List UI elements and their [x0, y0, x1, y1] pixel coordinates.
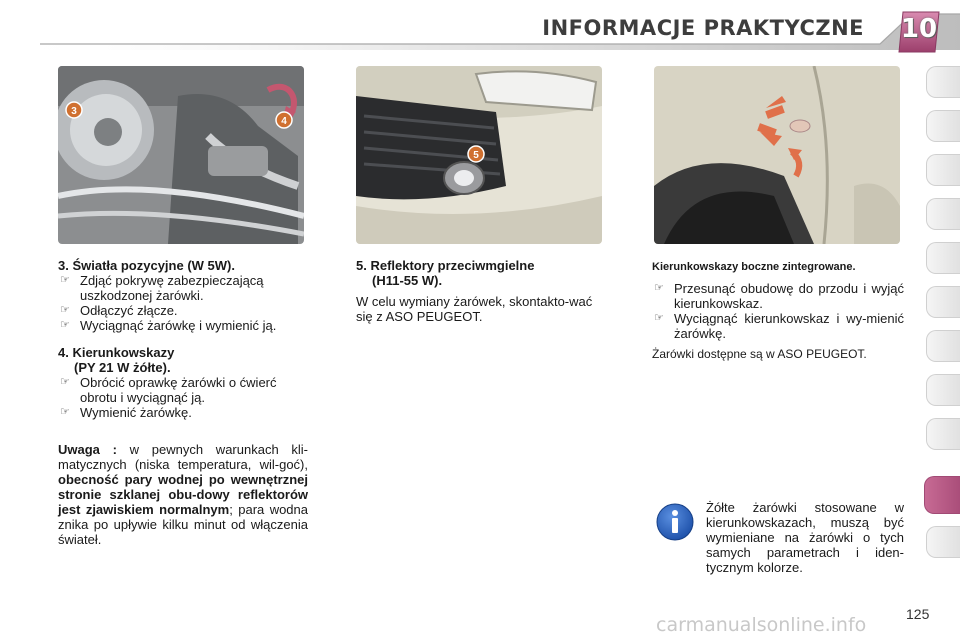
page-number: 125	[906, 606, 930, 622]
list-item: ☞ Wyciągnąć kierunkowskaz i wy-mienić żarówkę.	[654, 311, 904, 341]
chapter-tab[interactable]	[926, 526, 960, 558]
chapter-tab-active[interactable]	[924, 476, 960, 514]
svg-text:4: 4	[281, 116, 287, 127]
list-item: ☞ Przesunąć obudowę do przodu i wyjąć kierunkowskaz.	[654, 281, 904, 311]
callout-3	[66, 102, 82, 118]
photo-fog-lamp	[356, 66, 602, 244]
bulbs-availability-text: Żarówki dostępne są w ASO PEUGEOT.	[652, 347, 867, 361]
column-left	[58, 258, 308, 547]
info-note	[652, 500, 904, 575]
svg-text:3: 3	[71, 106, 77, 117]
section-heading-3: 3. Światła pozycyjne (W 5W).	[58, 258, 235, 273]
column-middle	[356, 258, 606, 324]
list-item: ☞ Obrócić oprawkę żarówki o ćwierć obrotu i wyciągnąć ją.	[60, 375, 277, 405]
list-item: ☞ Wyciągnąć żarówkę i wymienić ją.	[60, 318, 277, 333]
list-item: ☞ Wymienić żarówkę.	[60, 405, 192, 420]
chapter-tab[interactable]	[926, 418, 960, 450]
column-right	[652, 260, 904, 362]
photo-side-indicator	[654, 66, 900, 244]
chapter-tab[interactable]	[926, 286, 960, 318]
chapter-badge	[895, 10, 943, 54]
chapter-tab[interactable]	[926, 198, 960, 230]
chapter-tab[interactable]	[926, 374, 960, 406]
info-note-text: Żółte żarówki stosowane w kierunkowskazach, muszą być wymieniane na żarówki o tych samych parametrach i iden-tycznym kolorze.	[706, 500, 904, 575]
chapter-tab[interactable]	[926, 242, 960, 274]
chapter-tab[interactable]	[926, 66, 960, 98]
svg-text:5: 5	[473, 150, 479, 161]
section-heading-5: 5. Reflektory przeciwmgielne (H11-55 W).	[356, 258, 535, 288]
callout-4	[276, 112, 292, 128]
section-heading-side-indicators: Kierunkowskazy boczne zintegrowane.	[652, 261, 856, 273]
page-title: INFORMACJE PRAKTYCZNE	[542, 16, 864, 40]
list-item: ☞ Zdjąć pokrywę zabezpieczającą uszkodzonej żarówki.	[60, 273, 264, 303]
chapter-tab[interactable]	[926, 154, 960, 186]
note-paragraph: Uwaga : w pewnych warunkach kli-matycznych (niska temperatura, wil-goć), obecność pary wodnej po wewnętrznej stronie szklanej obu-dowy reflektorów jest zjawiskiem normalnym; para wodna znika po upływie kilku minut od włączenia świateł.	[58, 442, 308, 547]
chapter-tab[interactable]	[926, 110, 960, 142]
note-label: Uwaga :	[58, 442, 117, 457]
list-item: ☞ Odłączyć złącze.	[60, 303, 178, 318]
chapter-side-tabs	[926, 66, 960, 576]
callout-5	[468, 146, 484, 162]
chapter-tab[interactable]	[926, 330, 960, 362]
photo-engine-bay	[58, 66, 304, 244]
section-heading-4: 4. Kierunkowskazy (PY 21 W żółte).	[58, 345, 175, 375]
chapter-number: 10	[900, 14, 938, 44]
fog-lamp-text: W celu wymiany żarówek, skontakto-wać się z ASO PEUGEOT.	[356, 294, 593, 324]
watermark: carmanualsonline.info	[656, 614, 867, 636]
